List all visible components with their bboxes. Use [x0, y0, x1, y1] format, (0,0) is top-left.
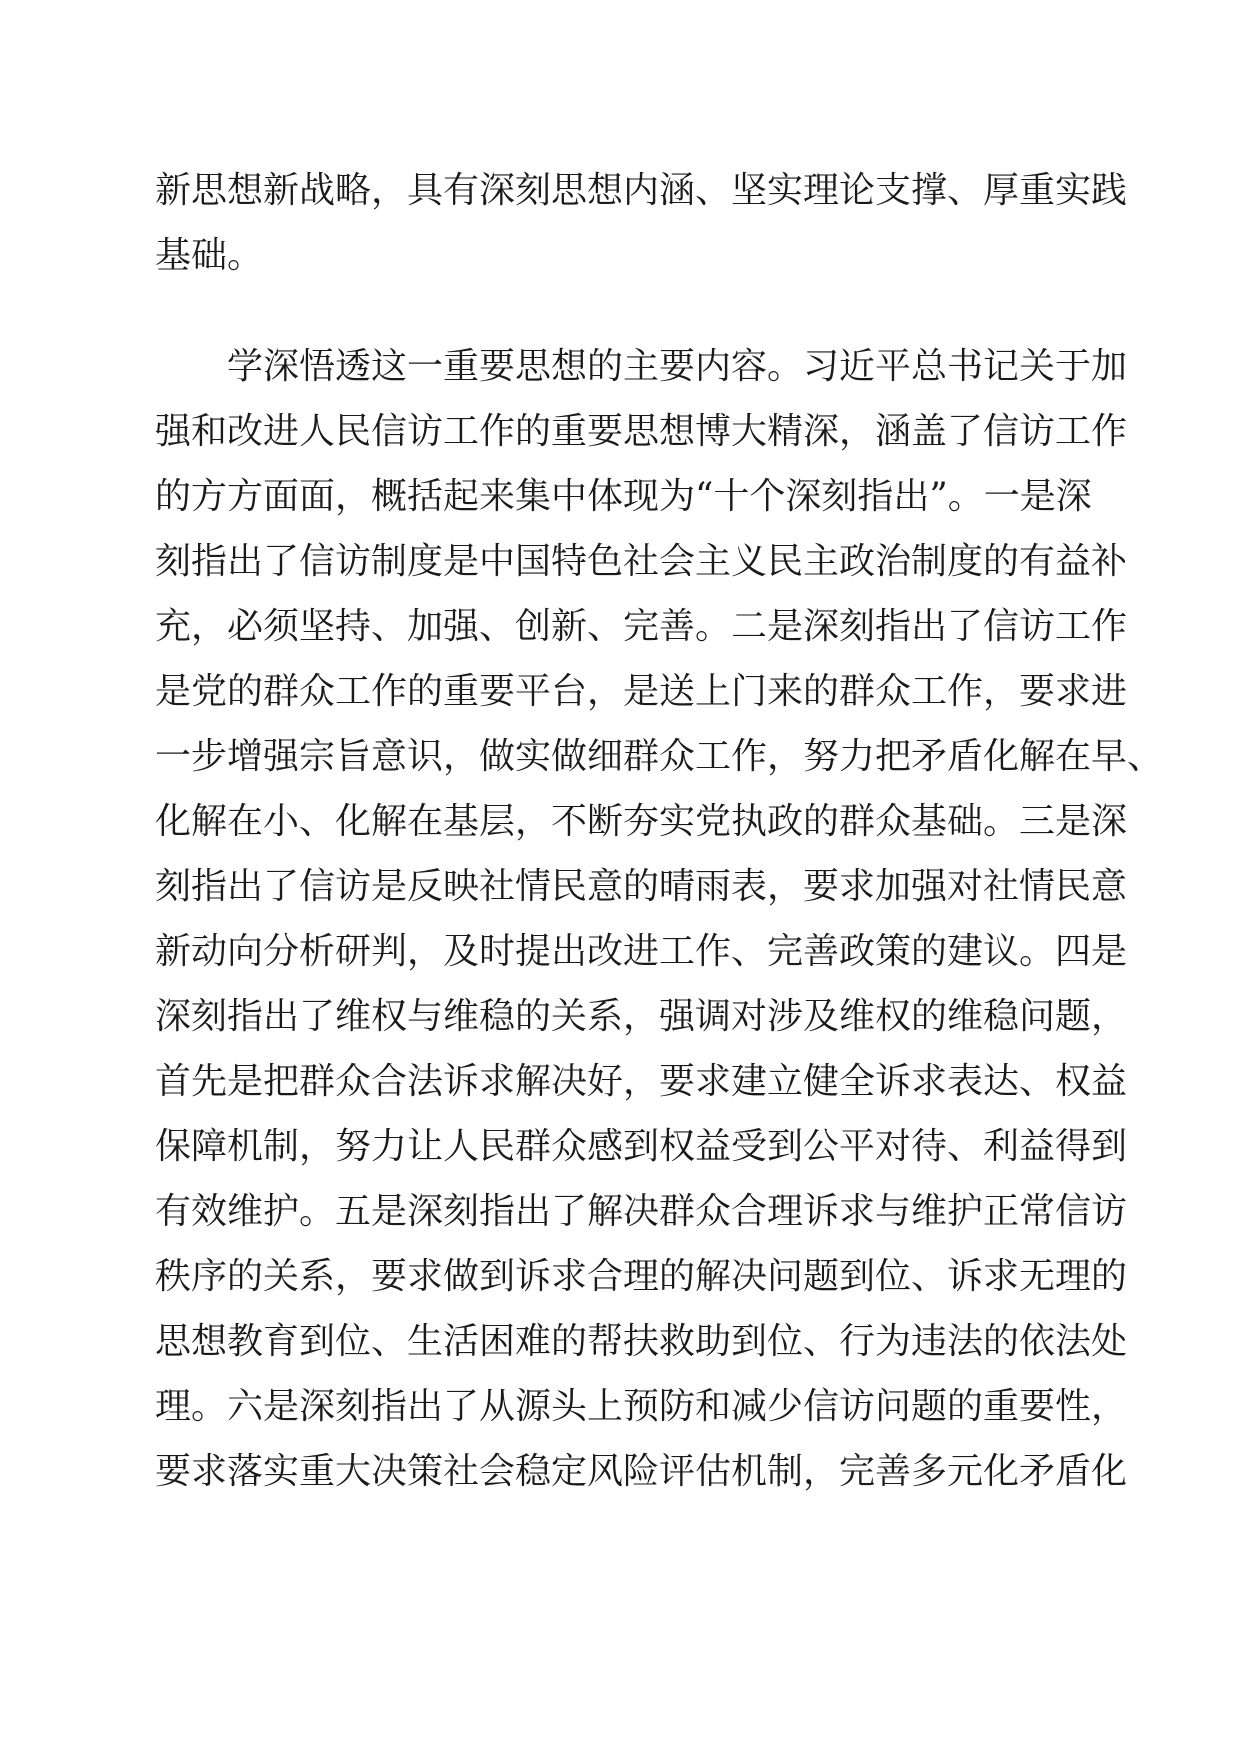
text-line: 深刻指出了维权与维稳的关系，强调对涉及维权的维稳问题，: [155, 996, 1128, 1037]
text-line: 是党的群众工作的重要平台，是送上门来的群众工作，要求进: [155, 671, 1128, 712]
text-line: 理。六是深刻指出了从源头上预防和减少信访问题的重要性，: [155, 1386, 1128, 1427]
paragraph-main-content: [155, 334, 1164, 1504]
text-line: 学深悟透这一重要思想的主要内容。习近平总书记关于加: [227, 346, 1128, 387]
text-line: 一步增强宗旨意识，做实做细群众工作，努力把矛盾化解在早、: [155, 736, 1164, 777]
text-line: 秩序的关系，要求做到诉求合理的解决问题到位、诉求无理的: [155, 1256, 1128, 1297]
text-line: 刻指出了信访制度是中国特色社会主义民主政治制度的有益补: [155, 541, 1128, 582]
text-line: 刻指出了信访是反映社情民意的晴雨表，要求加强对社情民意: [155, 866, 1128, 907]
text-line: 新动向分析研判，及时提出改进工作、完善政策的建议。四是: [155, 931, 1128, 972]
text-line: 强和改进人民信访工作的重要思想博大精深，涵盖了信访工作: [155, 411, 1128, 452]
text-line: 基础。: [155, 235, 264, 276]
text-line: 首先是把群众合法诉求解决好，要求建立健全诉求表达、权益: [155, 1061, 1128, 1102]
text-line: 有效维护。五是深刻指出了解决群众合理诉求与维护正常信访: [155, 1191, 1128, 1232]
paragraph-continuation: [155, 158, 1128, 288]
text-line: 新思想新战略，具有深刻思想内涵、坚实理论支撑、厚重实践: [155, 170, 1128, 211]
text-line: 要求落实重大决策社会稳定风险评估机制，完善多元化矛盾化: [155, 1451, 1128, 1492]
text-line: 充，必须坚持、加强、创新、完善。二是深刻指出了信访工作: [155, 606, 1128, 647]
text-line: 的方方面面，概括起来集中体现为“十个深刻指出”。一是深: [155, 476, 1092, 517]
text-line: 化解在小、化解在基层，不断夯实党执政的群众基础。三是深: [155, 801, 1128, 842]
text-line: 思想教育到位、生活困难的帮扶救助到位、行为违法的依法处: [155, 1321, 1128, 1362]
text-line: 保障机制，努力让人民群众感到权益受到公平对待、利益得到: [155, 1126, 1128, 1167]
